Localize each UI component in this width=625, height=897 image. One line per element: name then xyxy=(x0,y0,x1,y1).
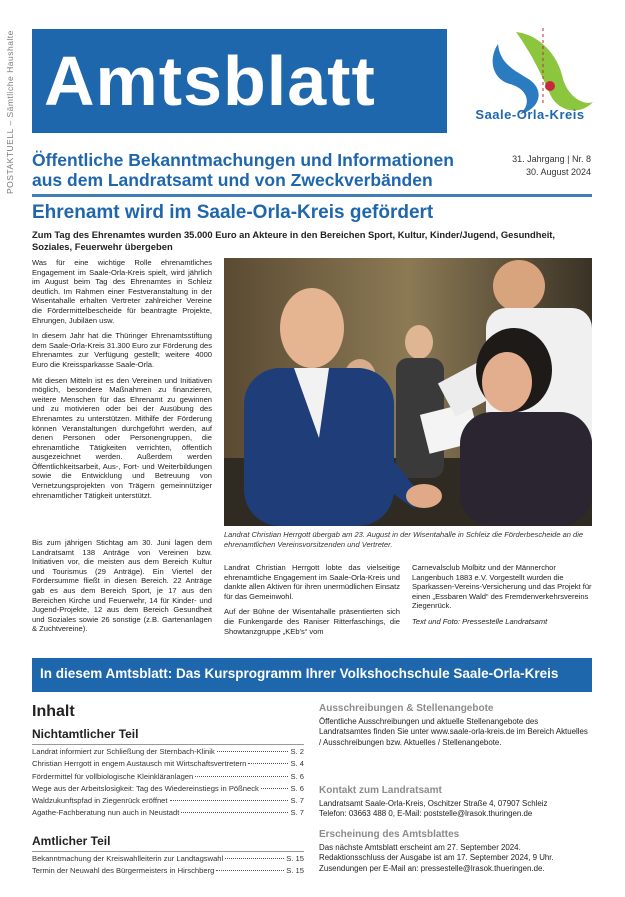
side-distribution-note: POSTAKTUELL – Sämtliche Haushalte xyxy=(5,30,15,194)
toc-entry-title: Waldzukunftspfad in Ziegenrück eröffnet xyxy=(32,796,168,806)
article-paragraph: Was für eine wichtige Rolle ehrenamtliches Engagement im Saale-Orla-Kreis spielt, wird jährlich im August beim Tag des Ehrenamtes in Schleiz deutlich. Im Rahmen einer Festveranstaltung in der Wisentahalle erhalten Vertreter zahlreicher Vereine die Fördermittelbescheide für beantragte Projekte, Ehrungen, Jubiläen usw. xyxy=(32,258,212,325)
publication-subtitle xyxy=(32,150,472,190)
toc-leader xyxy=(181,812,288,813)
article-paragraph: Auf der Bühne der Wisentahalle präsentierten sich die Funkengarde des Raniser Ritterfaschings, die Showtanzgruppe „KEb's“ vom xyxy=(224,607,400,636)
logo-dot xyxy=(545,81,555,91)
article-left-column xyxy=(32,258,212,506)
toc-entry-page: S. 7 xyxy=(290,808,304,818)
article-subheadline: Zum Tag des Ehrenamtes wurden 35.000 Euro an Akteure in den Bereichen Sport, Kultur, Kinder/Jugend, Gesundheit, Soziales, Feuerwehr übergeben xyxy=(32,229,556,252)
toc-entry-title: Wege aus der Arbeitslosigkeit: Tag des Wiedereinstiegs in Pößneck xyxy=(32,783,259,793)
toc-entry xyxy=(32,772,304,784)
toc-rule xyxy=(32,744,304,745)
tenders-title: Ausschreibungen & Stellenangebote xyxy=(319,703,494,714)
article-paragraph: Landrat Christian Herrgott lobte das vielseitige ehrenamtliche Engagement im Saale-Orla-Kreis und dankte allen Aktiven für ihren unermüdlichen Einsatz für das Gemeinwohl. xyxy=(224,563,400,601)
subtitle-line-1: Öffentliche Bekanntmachungen und Informationen xyxy=(32,150,454,170)
toc-entry-title: Landrat informiert zur Schließung der Sternbach-Klinik xyxy=(32,747,215,756)
toc-entry xyxy=(32,784,304,796)
article-photo xyxy=(224,258,592,526)
publication-schedule-text xyxy=(319,843,592,874)
toc-leader xyxy=(170,800,289,801)
toc-entry xyxy=(32,796,304,808)
article-headline: Ehrenamt wird im Saale-Orla-Kreis gefördert xyxy=(32,202,434,223)
toc-entry-page: S. 4 xyxy=(290,759,304,769)
contents-title: Inhalt xyxy=(32,703,75,720)
article-paragraph: Carnevalsclub Molbitz und der Männerchor Langenbuch 1883 e.V. Vorgestellt wurden die Sparkassen-Vereins-Versicherung und das Projekt für einen „Essbaren Wald“ des Fremdenverkehrsvereins Ziegenrück. xyxy=(412,563,592,611)
article-paragraph: In diesem Jahr hat die Thüringer Ehrenamtsstiftung dem Saale-Orla-Kreis 31.300 Euro zur Förderung des Ehrenamtes zur Verfügung gestellt; weitere 4000 Euro die Kreissparkasse Saale-Orla. xyxy=(32,331,212,369)
vhs-banner-text: In diesem Amtsblatt: Das Kursprogramm Ihrer Volkshochschule Saale-Orla-Kreis xyxy=(40,666,559,681)
article-right-column xyxy=(412,563,592,633)
contact-address: Landratsamt Saale-Orla-Kreis, Oschitzer Straße 4, 07907 Schleiz xyxy=(319,799,548,808)
issue-number: 31. Jahrgang | Nr. 8 xyxy=(512,154,591,164)
handshake xyxy=(406,484,442,508)
masthead-title: Amtsblatt xyxy=(44,42,376,120)
official-contents-list xyxy=(32,851,304,879)
toc-entry xyxy=(32,747,304,759)
non-official-contents-list xyxy=(32,744,304,821)
article-paragraph: Mit diesen Mitteln ist es den Vereinen und Initiativen möglich, besondere Maßnahmen zu finanzieren, weitere Menschen für das Ehrenamt zu gewinnen und zu motivieren oder bei der Ausübung des Ehrenamtes zu unterstützen. Mithilfe der Förderung können Veranstaltungen durchgeführt werden, auf denen Personen oder Personengruppen, die ehrenamtliche Tätigkeiten verrichten, öffentlich ausgezeichnet werden. Außerdem werden Öffentlichkeitsarbeit, Aus-, Fort- und Weiterbildungen sowie die Entwicklung und Betreuung von Vernetzungsprojekten von Trägern gemeinnütziger ehrenamtlicher Tätigkeit unterstützt. xyxy=(32,375,212,500)
toc-entry-title: Termin der Neuwahl des Bürgermeisters in Hirschberg xyxy=(32,866,215,876)
logo-wordmark: Saale-Orla-Kreis xyxy=(475,107,585,122)
toc-entry-title: Fördermittel für vollbiologische Kleinkläranlagen xyxy=(32,771,194,781)
toc-entry xyxy=(32,808,304,820)
article-left-column-lower xyxy=(32,538,212,640)
non-official-section-title: Nichtamtlicher Teil xyxy=(32,727,139,741)
woman-face xyxy=(482,352,532,412)
toc-leader xyxy=(248,763,288,764)
toc-leader xyxy=(217,751,289,752)
toc-entry-title: Christian Herrgott in engem Austausch mit Wirtschaftsvertretern xyxy=(32,759,247,769)
toc-leader xyxy=(216,870,284,871)
issue-info xyxy=(512,153,591,179)
toc-entry-page: S. 6 xyxy=(290,771,304,781)
toc-entry-page: S. 6 xyxy=(290,783,304,793)
toc-entry xyxy=(32,866,304,878)
article-credit: Text und Foto: Pressestelle Landratsamt xyxy=(412,616,548,626)
toc-entry-page: S. 7 xyxy=(290,796,304,806)
man-head xyxy=(280,288,344,368)
issue-date: 30. August 2024 xyxy=(525,167,591,177)
contact-phone-email: Telefon: 03663 488 0, E-Mail: poststelle@lrasok.thuringen.de xyxy=(319,809,533,819)
toc-rule xyxy=(32,851,304,852)
article-middle-column xyxy=(224,563,400,642)
submission-email: Zusendungen per E-Mail an: pressestelle@lrasok.thueringen.de. xyxy=(319,863,545,873)
toc-leader xyxy=(261,788,289,789)
contact-text xyxy=(319,799,592,820)
toc-entry xyxy=(32,854,304,866)
toc-entry-title: Agathe-Fachberatung nun auch in Neustadt xyxy=(32,808,180,818)
photo-caption: Landrat Christian Herrgott übergab am 23. August in der Wisentahalle in Schleiz die Förderbescheide an die ehrenamtlichen Vereinsvorsitzenden und Vertreter. xyxy=(224,530,584,549)
toc-entry xyxy=(32,759,304,771)
toc-entry-title: Bekanntmachung der Kreiswahlleiterin zur Landtagswahl xyxy=(32,854,224,863)
toc-entry-page: S. 15 xyxy=(286,866,304,876)
next-issue-date: Das nächste Amtsblatt erscheint am 27. September 2024. xyxy=(319,843,521,852)
background-person xyxy=(405,325,433,359)
toc-entry-page: S. 2 xyxy=(290,747,304,756)
editorial-deadline: Redaktionsschluss der Ausgabe ist am 17. September 2024, 9 Uhr. xyxy=(319,853,554,863)
article-paragraph: Bis zum jährigen Stichtag am 30. Juni lagen dem Landratsamt 138 Anträge von Vereinen bzw. Initiativen vor, die meisten aus dem Bereich Kultur und Tourismus (29 Anträge). Ein Viertel der Fördersumme fließt in diesen Bereich. 22 Anträge gab es aus dem Bereich Sport, je 17 aus den Bereichen Kirche und Feuerwehr, 14 für Kinder- und Jugend-Projekte, 12 aus dem Bereich Gesundheit und Soziales sowie 26 sonstige (z.B. Gartenanlagen & Zuchtvereine). xyxy=(32,538,212,634)
contact-title: Kontakt zum Landratsamt xyxy=(319,785,442,796)
publication-schedule-title: Erscheinung des Amtsblattes xyxy=(319,829,460,840)
woman-body xyxy=(460,412,592,526)
toc-leader xyxy=(195,776,288,777)
official-section-title: Amtlicher Teil xyxy=(32,834,111,848)
toc-leader xyxy=(225,858,284,859)
subtitle-line-2: aus dem Landratsamt und von Zweckverbänden xyxy=(32,170,433,190)
tenders-text: Öffentliche Ausschreibungen und aktuelle Stellenangebote des Landratsamtes finden Sie unter www.saale-orla-kreis.de im Bereich Aktuelles / Ausschreibungen bzw. Aktuelles / Stellenangebote. xyxy=(319,717,588,747)
man-right-head xyxy=(493,260,545,312)
toc-entry-page: S. 15 xyxy=(286,854,304,863)
header-divider xyxy=(32,194,592,197)
